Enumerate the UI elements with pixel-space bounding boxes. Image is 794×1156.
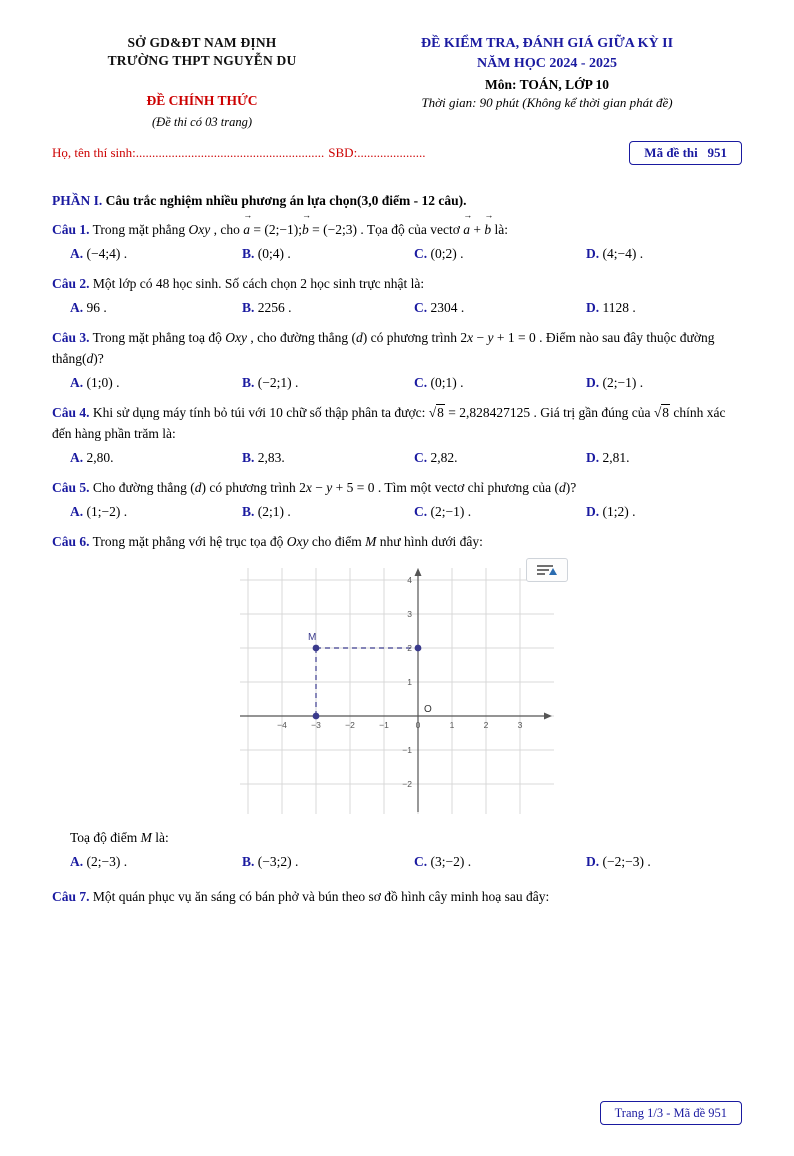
option-c-key: C. <box>414 300 428 316</box>
option-c[interactable]: C. (0;2) . <box>414 246 464 262</box>
question-6-label: Câu 6. <box>52 533 90 549</box>
option-d[interactable]: D. (1;2) . <box>586 503 636 519</box>
candidate-name-dots[interactable]: .......................................................... <box>135 144 325 160</box>
question-1-label: Câu 1. <box>52 222 90 238</box>
option-a-value: (2;−3) <box>86 854 121 870</box>
svg-text:4: 4 <box>407 575 412 586</box>
option-c-key: C. <box>414 503 428 519</box>
option-b[interactable]: B. 2256 . <box>242 300 292 316</box>
option-c[interactable]: C. (0;1) . <box>414 374 464 390</box>
option-d-value: 1128 <box>602 300 629 316</box>
exam-title-line1: ĐỀ KIỂM TRA, ĐÁNH GIÁ GIỮA KỲ II <box>420 36 674 51</box>
exam-code-box <box>629 141 742 165</box>
option-a[interactable] <box>70 448 242 469</box>
question-4-text: Khi sử dụng máy tính bỏ túi với 10 chữ số thập phân ta được: √8 = 2,828427125 . Giá trị gần đúng của √8 chính xác đến hàng phần trăm là: <box>52 404 726 441</box>
option-b[interactable]: B. (0;4) . <box>242 246 291 262</box>
svg-text:O: O <box>424 704 432 716</box>
option-a-value: 96 <box>86 300 100 316</box>
option-d-value: (2;−1) <box>602 374 637 390</box>
exam-subject: Môn: TOÁN, LỚP 10 <box>484 76 610 92</box>
option-a[interactable]: A. 96 . <box>70 300 107 316</box>
option-b[interactable]: B. (2;1) . <box>242 503 291 519</box>
school-block <box>52 34 352 131</box>
option-c-value: (3;−2) <box>430 854 465 870</box>
option-b-value: (2;1) <box>257 503 285 519</box>
option-b-value: 2256 <box>257 300 285 316</box>
question-5-options <box>52 502 742 523</box>
option-d-value: 2,81. <box>602 449 630 465</box>
option-b-key: B. <box>242 246 255 262</box>
sbd-dots[interactable]: ..................... <box>357 144 426 160</box>
candidate-row <box>0 141 794 165</box>
exam-code-value: 951 <box>707 144 727 160</box>
page-number-badge: Trang 1/3 - Mã đề 951 <box>600 1101 742 1125</box>
option-a[interactable]: A. (−4;4) . <box>70 246 128 262</box>
exam-title-line2: NĂM HỌC 2024 - 2025 <box>477 56 617 72</box>
option-c-key: C. <box>414 374 428 390</box>
option-d-key: D. <box>586 300 600 316</box>
option-c-value: (0;1) <box>430 374 457 390</box>
question-6-caption: Toạ độ điểm M là: <box>70 830 169 846</box>
exam-page <box>0 34 794 1156</box>
question-7 <box>52 887 742 908</box>
sbd-label: SBD: <box>328 144 358 160</box>
option-d[interactable]: D. (4;−4) . <box>586 246 644 262</box>
page-footer <box>600 1104 742 1122</box>
option-d-key: D. <box>586 503 600 519</box>
option-d[interactable]: D. 1128 . <box>586 300 636 316</box>
svg-text:0: 0 <box>415 720 421 731</box>
question-2 <box>52 274 742 295</box>
question-6 <box>52 532 742 553</box>
option-b[interactable]: B. (−3;2) . <box>242 854 299 870</box>
option-d-value: (1;2) <box>602 503 629 519</box>
svg-text:3: 3 <box>407 609 412 620</box>
option-c-key: C. <box>414 854 428 870</box>
svg-text:−1: −1 <box>402 745 412 756</box>
svg-text:1: 1 <box>449 720 455 731</box>
part-1-heading <box>52 191 742 212</box>
option-a-value: (−4;4) <box>86 246 121 262</box>
option-a-value: (1;−2) <box>86 503 121 519</box>
option-d-value: (4;−4) <box>602 246 637 262</box>
svg-text:2: 2 <box>483 720 489 731</box>
option-c-value: (0;2) <box>430 246 457 262</box>
question-2-label: Câu 2. <box>52 276 90 292</box>
svg-text:2: 2 <box>407 643 412 654</box>
option-d-key: D. <box>586 854 600 870</box>
svg-text:3: 3 <box>517 720 523 731</box>
school-name: TRƯỜNG THPT NGUYỄN DU <box>107 53 297 69</box>
question-7-text: Một quán phục vụ ăn sáng có bán phở và bún theo sơ đồ hình cây minh hoạ sau đây: <box>92 889 550 905</box>
option-d-key: D. <box>586 246 600 262</box>
option-b-value: 2,83. <box>257 449 285 465</box>
question-1-text: Trong mặt phẳng Oxy , cho a → = (2;−1);b → = (−2;3) . Tọa độ của vectơ a → + b → là: <box>93 222 508 237</box>
option-d-value: (−2;−3) <box>602 854 644 870</box>
part-1-label: PHẦN I. <box>52 192 103 208</box>
question-5-text: Cho đường thẳng (d) có phương trình 2x − y + 5 = 0 . Tìm một vectơ chỉ phương của (d)? <box>92 479 577 495</box>
option-a-value: (1;0) <box>86 374 113 390</box>
option-a-key: A. <box>70 300 84 316</box>
option-c-key: C. <box>414 449 428 465</box>
question-6-text: Trong mặt phẳng với hệ trục tọa độ Oxy cho điểm M như hình dưới đây: <box>92 533 483 549</box>
question-2-text: Một lớp có 48 học sinh. Số cách chọn 2 học sinh trực nhật là: <box>92 276 425 292</box>
pages-note: (Đề thi có 03 trang) <box>152 114 252 129</box>
figure-toolbar-icon[interactable] <box>526 558 568 582</box>
part-1-title: Câu trắc nghiệm nhiều phương án lựa chọn <box>105 192 357 208</box>
option-b[interactable]: B. (−2;1) . <box>242 374 299 390</box>
option-d[interactable]: D. (−2;−3) . <box>586 854 651 870</box>
exam-code-label: Mã đề thi <box>644 144 698 160</box>
question-4-label: Câu 4. <box>52 404 90 420</box>
option-a[interactable]: A. (1;−2) . <box>70 503 128 519</box>
option-d[interactable] <box>586 448 630 469</box>
option-a[interactable]: A. (2;−3) . <box>70 854 128 870</box>
option-b-key: B. <box>242 449 255 465</box>
question-5-label: Câu 5. <box>52 479 90 495</box>
option-b[interactable] <box>242 448 414 469</box>
option-c[interactable]: C. 2304 . <box>414 300 465 316</box>
option-d-key: D. <box>586 374 600 390</box>
option-b-key: B. <box>242 854 255 870</box>
svg-text:1: 1 <box>407 677 412 688</box>
question-3-label: Câu 3. <box>52 330 90 346</box>
exam-info-block <box>352 34 742 113</box>
question-7-label: Câu 7. <box>52 889 90 905</box>
official-stamp: ĐỀ CHÍNH THỨC <box>146 93 258 109</box>
option-c[interactable]: C. (2;−1) . <box>414 503 472 519</box>
exam-time: Thời gian: 90 phút (Không kể thời gian phát đề) <box>421 95 673 111</box>
candidate-name-label: Họ, tên thí sinh: <box>52 144 136 160</box>
menu-icon <box>535 563 559 577</box>
option-a-key: A. <box>70 449 84 465</box>
option-c-value: 2304 <box>430 300 458 316</box>
option-d[interactable]: D. (2;−1) . <box>586 374 644 390</box>
option-a-key: A. <box>70 854 84 870</box>
option-b-key: B. <box>242 300 255 316</box>
part-1-score: (3,0 điểm - 12 câu). <box>356 192 467 208</box>
option-a[interactable]: A. (1;0) . <box>70 374 120 390</box>
option-b-key: B. <box>242 503 255 519</box>
option-a-key: A. <box>70 503 84 519</box>
question-3-text: Trong mặt phẳng toạ độ Oxy , cho đường thẳng (d) có phương trình 2x − y + 1 = 0 . Điểm nào sau đây thuộc đường thẳng(d)? <box>52 330 715 367</box>
svg-text:−1: −1 <box>379 720 389 731</box>
coordinate-grid <box>232 560 562 822</box>
coordinate-plane-figure <box>232 560 562 822</box>
option-a-value: 2,80. <box>86 449 114 465</box>
question-5 <box>52 478 742 499</box>
question-4-options <box>52 448 742 469</box>
question-2-options <box>52 298 742 319</box>
option-b-value: (0;4) <box>257 246 285 262</box>
question-1-options <box>52 244 742 265</box>
option-b-value: (−3;2) <box>257 854 292 870</box>
option-a-key: A. <box>70 246 84 262</box>
option-b-key: B. <box>242 374 255 390</box>
option-c-value: (2;−1) <box>430 503 465 519</box>
svg-text:−2: −2 <box>345 720 355 731</box>
question-1 <box>52 220 742 241</box>
svg-text:M: M <box>308 632 317 644</box>
question-6-options <box>52 852 742 873</box>
option-c-value: 2,82. <box>430 449 458 465</box>
svg-text:−3: −3 <box>311 720 321 731</box>
question-4 <box>52 403 742 445</box>
svg-text:−2: −2 <box>402 779 412 790</box>
question-3 <box>52 328 742 370</box>
document-header <box>0 34 794 131</box>
option-c[interactable] <box>414 448 586 469</box>
exam-content <box>0 191 794 909</box>
option-c-key: C. <box>414 246 428 262</box>
question-3-options <box>52 373 742 394</box>
option-b-value: (−2;1) <box>257 374 292 390</box>
option-a-key: A. <box>70 374 84 390</box>
department-name: SỞ GD&ĐT NAM ĐỊNH <box>127 35 277 50</box>
option-d-key: D. <box>586 449 600 465</box>
svg-text:−4: −4 <box>277 720 287 731</box>
option-c[interactable]: C. (3;−2) . <box>414 854 472 870</box>
